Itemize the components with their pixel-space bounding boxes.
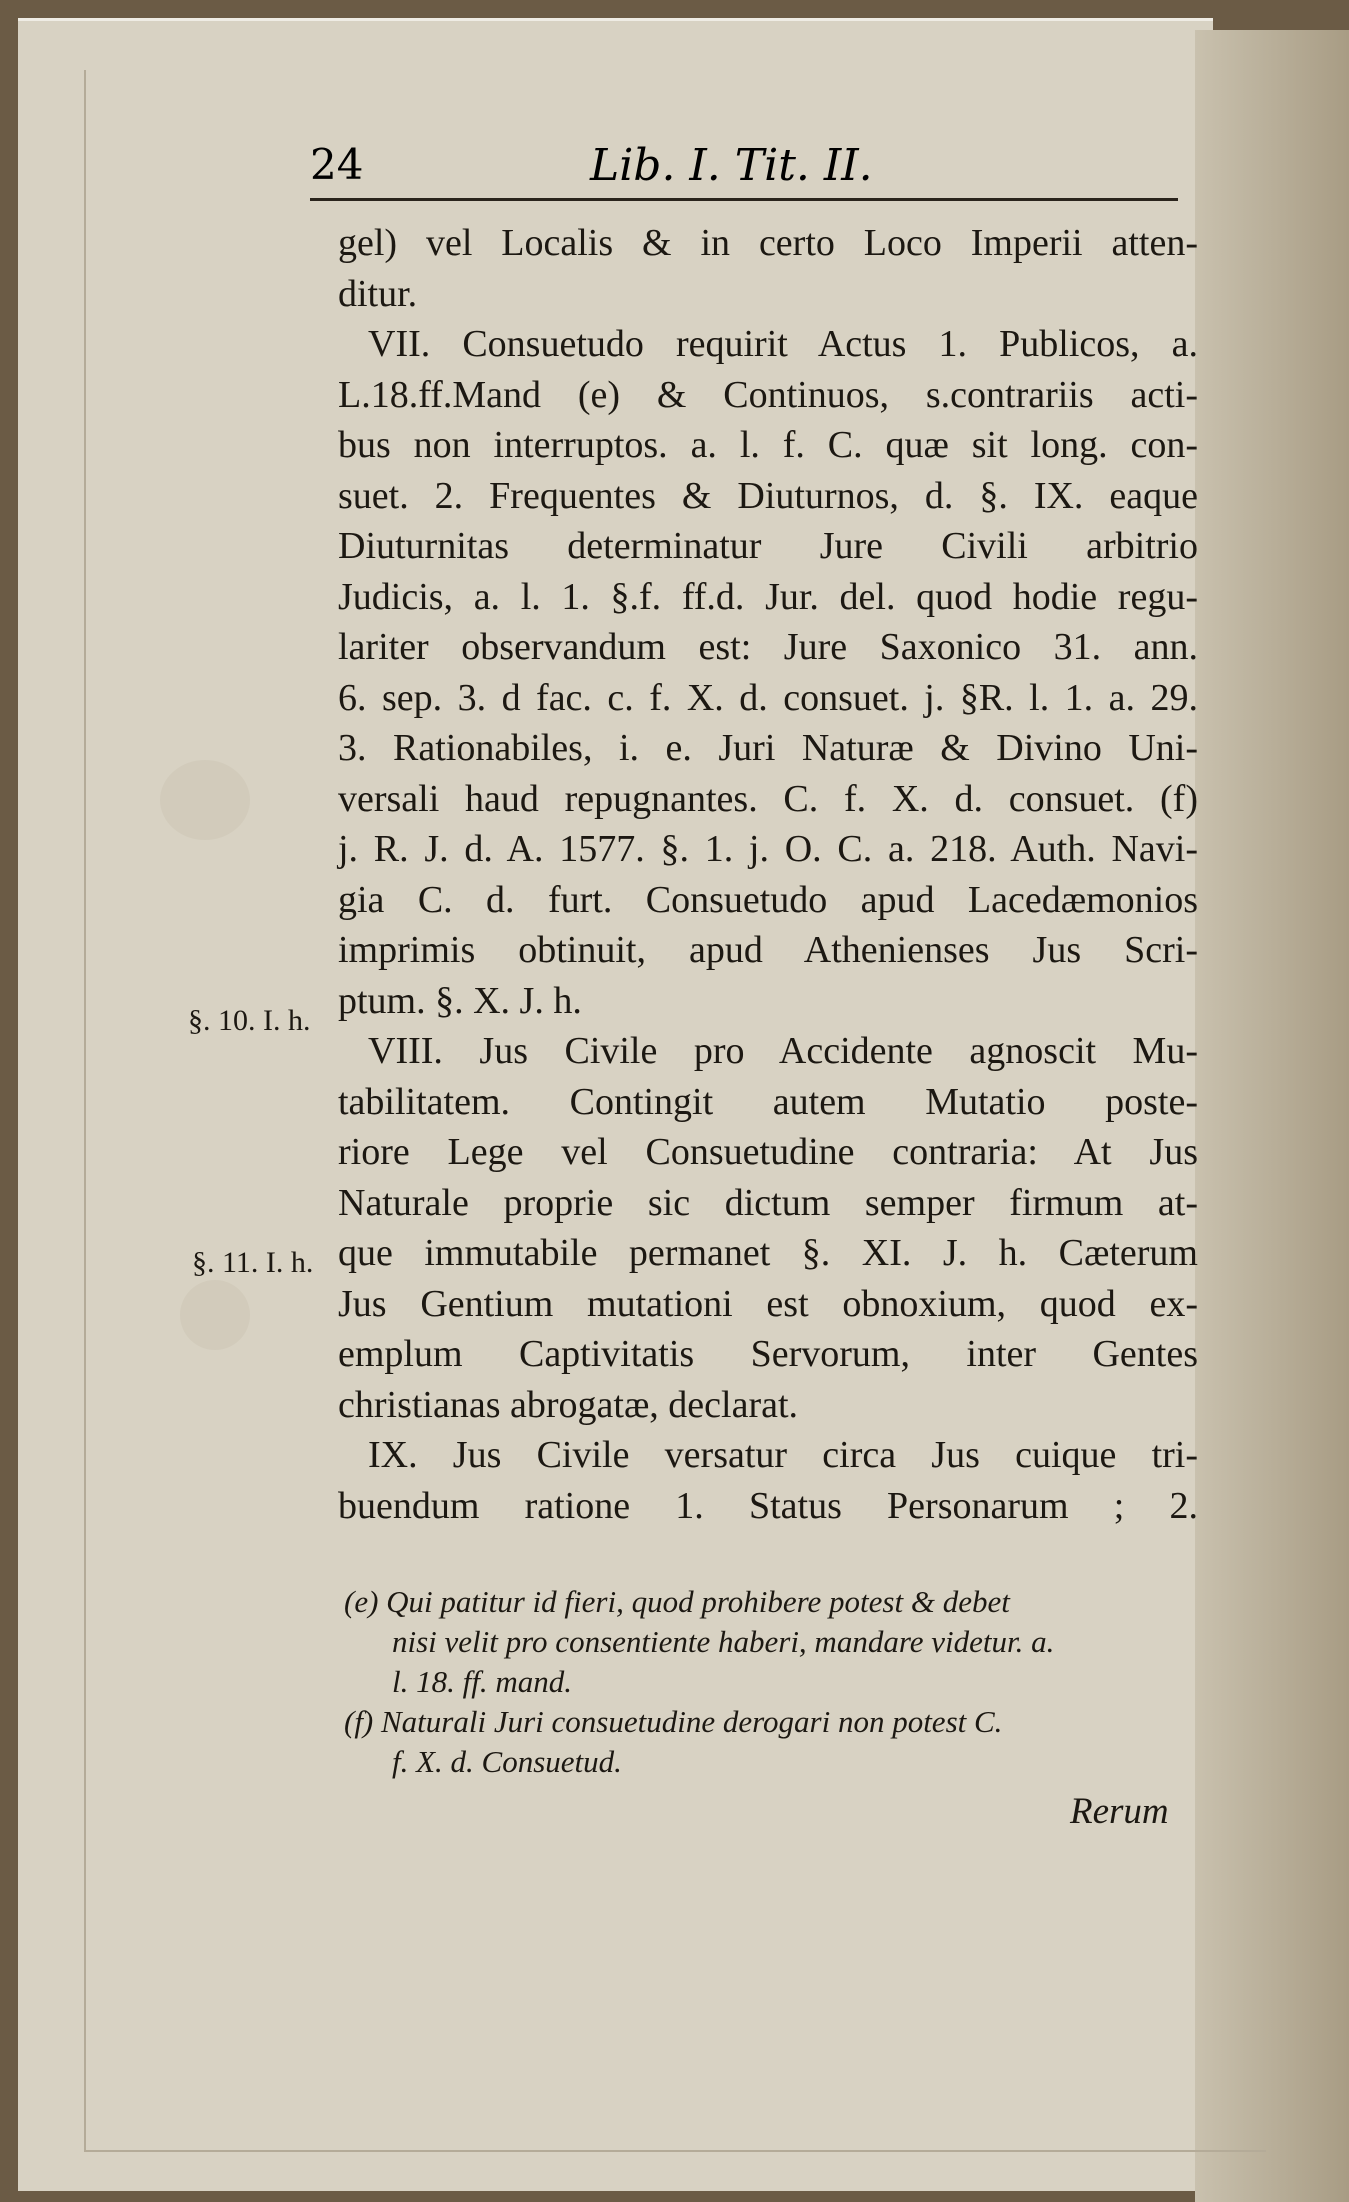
text-line: emplum Captivitatis Servorum, inter Gentes xyxy=(338,1333,1198,1375)
text-line: imprimis obtinuit, apud Athenienses Jus Scri- xyxy=(338,929,1198,971)
text-line: tabilitatem. Contingit autem Mutatio poste- xyxy=(338,1080,1198,1123)
text-line: j. R. J. d. A. 1577. §. 1. j. O. C. a. 218. Auth. Navi- xyxy=(338,828,1198,870)
body-text xyxy=(338,218,1198,1531)
text-line: suet. 2. Frequentes & Diuturnos, d. §. IX. eaque xyxy=(338,474,1198,517)
footnote-line: l. 18. ff. mand. xyxy=(392,1664,572,1699)
text-line: 3. Rationabiles, i. e. Juri Naturæ & Divino Uni- xyxy=(338,727,1198,769)
footnote-line: (e) Qui patitur id fieri, quod prohibere potest & debet xyxy=(344,1584,1010,1619)
text-line: Jus Gentium mutationi est obnoxium, quod ex- xyxy=(338,1282,1198,1325)
text-line: Naturale proprie sic dictum semper firmum at- xyxy=(338,1181,1198,1224)
text-line: 6. sep. 3. d fac. c. f. X. d. consuet. j. §R. l. 1. a. 29. xyxy=(338,676,1198,719)
margin-note: §. 11. I. h. xyxy=(192,1246,314,1279)
paper-stain xyxy=(180,1280,250,1350)
footnotes xyxy=(344,1582,1204,1782)
footnote-line: (f) Naturali Juri consuetudine derogari non potest C. xyxy=(344,1704,1003,1739)
running-header xyxy=(310,140,1178,201)
footnote-line: f. X. d. Consuetud. xyxy=(392,1744,622,1779)
text-line: VIII. Jus Civile pro Accidente agnoscit Mu- xyxy=(368,1030,1198,1072)
page-number: 24 xyxy=(310,140,364,189)
paper-stain xyxy=(160,760,250,840)
text-line: VII. Consuetudo requirit Actus 1. Publicos, a. xyxy=(368,323,1198,365)
text-line: que immutabile permanet §. XI. J. h. Cæterum xyxy=(338,1232,1198,1274)
text-line: buendum ratione 1. Status Personarum ; 2. xyxy=(338,1484,1198,1527)
running-title: Lib. I. Tit. II. xyxy=(590,140,873,191)
footnote-line: nisi velit pro consentiente haberi, mandare videtur. a. xyxy=(392,1624,1055,1659)
text-line: bus non interruptos. a. l. f. C. quæ sit long. con- xyxy=(338,424,1198,466)
text-line: ptum. §. X. J. h. xyxy=(338,979,582,1022)
text-line: IX. Jus Civile versatur circa Jus cuique tri- xyxy=(368,1434,1198,1476)
text-line: Judicis, a. l. 1. §.f. ff.d. Jur. del. quod hodie regu- xyxy=(338,575,1198,618)
text-line: gia C. d. furt. Consuetudo apud Lacedæmonios xyxy=(338,878,1198,921)
text-line: riore Lege vel Consuetudine contraria: At Jus xyxy=(338,1131,1198,1173)
margin-note: §. 10. I. h. xyxy=(188,1004,311,1037)
text-line: L.18.ff.Mand (e) & Continuos, s.contrariis acti- xyxy=(338,373,1198,416)
text-line: versali haud repugnantes. C. f. X. d. consuet. (f) xyxy=(338,777,1198,820)
text-line: gel) vel Localis & in certo Loco Imperii atten- xyxy=(338,222,1198,264)
text-line: ditur. xyxy=(338,272,418,315)
catchword: Rerum xyxy=(1070,1791,1169,1832)
text-line: lariter observandum est: Jure Saxonico 31. ann. xyxy=(338,626,1198,668)
text-line: christianas abrogatæ, declarat. xyxy=(338,1383,799,1426)
text-line: Diuturnitas determinatur Jure Civili arbitrio xyxy=(338,525,1198,567)
